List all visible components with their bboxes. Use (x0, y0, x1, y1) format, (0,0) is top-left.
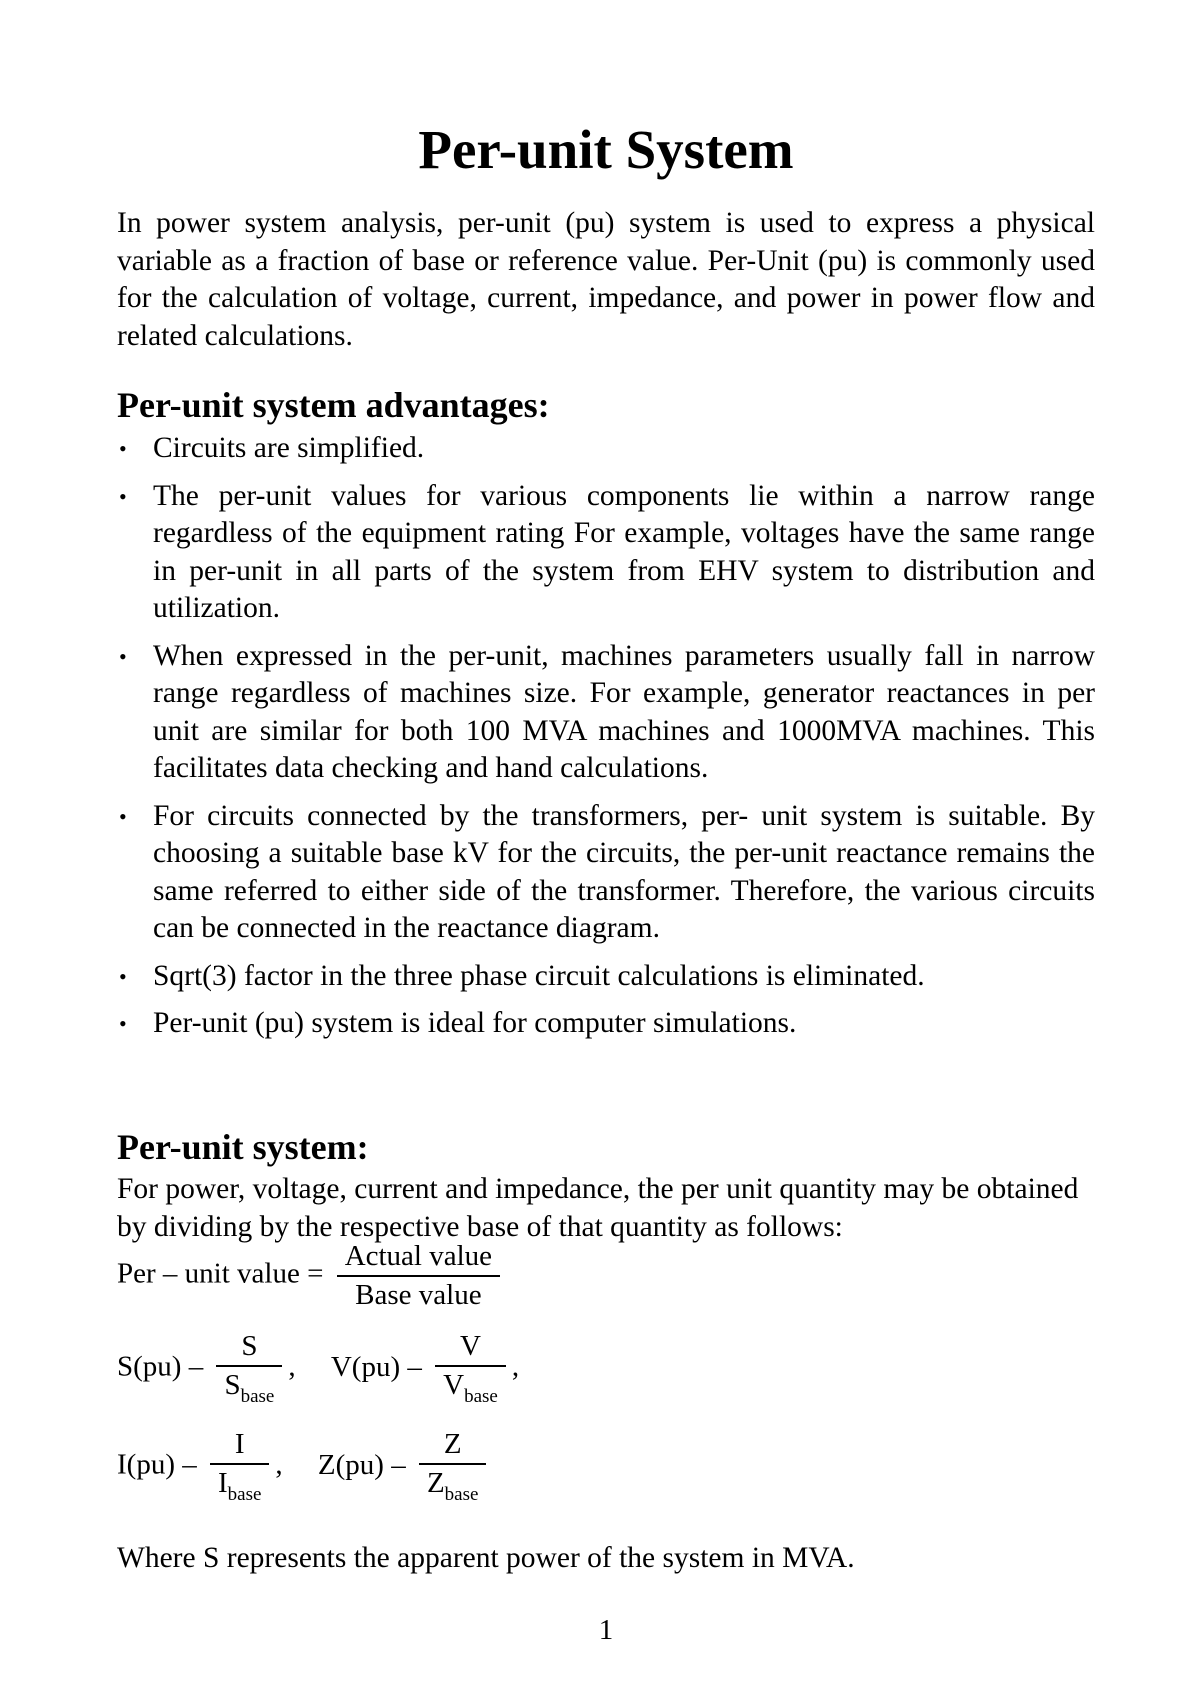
subscript: base (240, 1386, 275, 1407)
page-number: 1 (598, 1614, 614, 1646)
equation-lhs: V(pu) – (330, 1350, 422, 1383)
list-item (117, 798, 1095, 948)
fraction-numerator: I (210, 1428, 269, 1465)
list-item-text: When expressed in the per-unit, machines parameters usually fall in narrow range regardless of machines size. For example, generator reactances in per unit are similar for both 100 MVA machines and 1000MVA machines. This facilitates data checking and hand calculations. (153, 639, 1095, 784)
per-unit-system-text: For power, voltage, current and impedance, the per unit quantity may be obtained by dividing by the respective base of that quantity as follows: (117, 1173, 1079, 1243)
fraction-denominator (210, 1465, 269, 1506)
separator: , (288, 1350, 296, 1383)
equation-lhs: Z(pu) – (317, 1448, 406, 1481)
where-note: Where S represents the apparent power of the system in MVA. (117, 1542, 855, 1574)
fraction-numerator: Actual value (337, 1240, 500, 1277)
fraction-denominator (435, 1367, 506, 1408)
fraction (337, 1240, 500, 1312)
list-item (117, 638, 1095, 788)
fraction-numerator: S (216, 1330, 282, 1367)
fraction (419, 1428, 486, 1506)
advantages-heading: Per-unit system advantages: (117, 385, 550, 425)
equation-i-z (117, 1428, 492, 1506)
bullet-icon: • (119, 963, 127, 989)
list-item-text: Per-unit (pu) system is ideal for computer simulations. (153, 1007, 797, 1039)
list-item (117, 1005, 1095, 1043)
list-item-text: Sqrt(3) factor in the three phase circuit calculations is eliminated. (153, 959, 925, 992)
list-item (117, 958, 1095, 996)
fraction-denominator (216, 1367, 282, 1408)
separator: , (511, 1350, 520, 1383)
list-item-text: The per-unit values for various components lie within a narrow range regardless of the equipment rating For example, voltages have the same range in per-unit in all parts of the system from EHV system to distribution and utilization. (153, 479, 1095, 624)
per-unit-system-heading: Per-unit system: (117, 1127, 369, 1167)
denominator-symbol: S (224, 1369, 241, 1401)
fraction (210, 1428, 269, 1506)
list-item-text: For circuits connected by the transformers, per- unit system is suitable. By choosing a suitable base kV for the circuits, the per-unit reactance remains the same referred to either side of the transformer. Therefore, the various circuits can be connected in the reactance diagram. (153, 799, 1095, 944)
advantages-list (117, 430, 1095, 1053)
bullet-icon: • (119, 803, 127, 829)
page-title: Per-unit System (418, 119, 794, 180)
denominator-symbol: V (443, 1369, 465, 1401)
bullet-icon: • (119, 483, 127, 509)
subscript: base (464, 1386, 498, 1407)
subscript: base (444, 1484, 479, 1505)
separator: , (275, 1448, 283, 1481)
equation-per-unit-value (117, 1240, 506, 1312)
bullet-icon: • (119, 643, 127, 669)
equation-lhs: I(pu) – (117, 1448, 197, 1481)
subscript: base (227, 1484, 262, 1505)
intro-paragraph: In power system analysis, per-unit (pu) system is used to express a physical variable as a fraction of base or reference value. Per-Unit (pu) is commonly used for the calculation of voltage, current, impedance, and power in power flow and related calculations. (117, 207, 1095, 352)
list-item-text: Circuits are simplified. (153, 432, 425, 464)
fraction (216, 1330, 282, 1408)
denominator-symbol: I (217, 1467, 228, 1499)
fraction-numerator: Z (419, 1428, 486, 1465)
fraction (435, 1330, 506, 1408)
equation-lhs: Per – unit value = (117, 1257, 324, 1290)
fraction-denominator: Base value (355, 1279, 482, 1311)
denominator-symbol: Z (426, 1467, 445, 1499)
equation-lhs: S(pu) – (117, 1350, 204, 1383)
equation-s-v (117, 1330, 519, 1408)
list-item (117, 478, 1095, 628)
fraction-numerator: V (435, 1330, 506, 1367)
bullet-icon: • (119, 436, 127, 461)
list-item (117, 430, 1095, 468)
fraction-denominator (419, 1465, 486, 1506)
bullet-icon: • (119, 1011, 127, 1036)
